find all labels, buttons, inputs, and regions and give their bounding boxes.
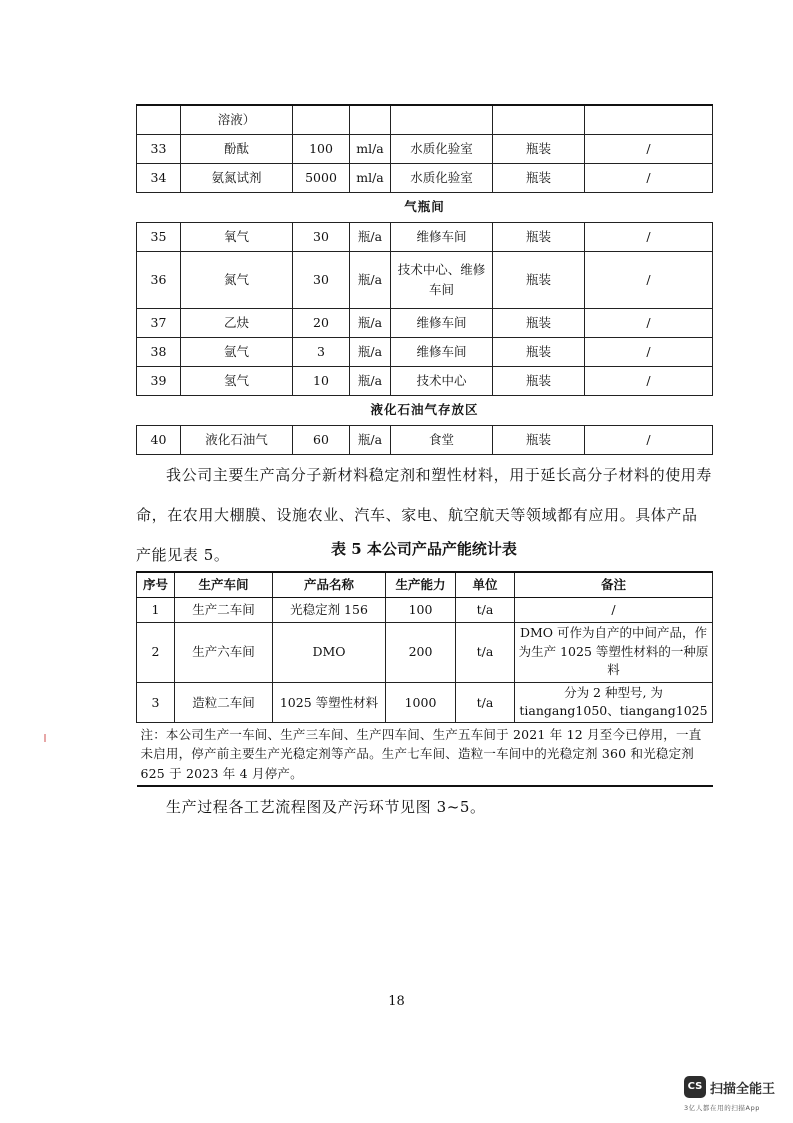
table-row: 1 生产二车间 光稳定剂 156 100 t/a / — [137, 597, 713, 622]
body-paragraph: 我公司主要生产高分子新材料稳定剂和塑性材料，用于延长高分子材料的使用寿命，在农用大棚膜、设施农业、汽车、家电、航空航天等领域都有应用。具体产品产能见表 5。 — [136, 466, 713, 564]
col-header-product: 产品名称 — [273, 572, 386, 597]
col-header-remark: 备注 — [515, 572, 713, 597]
table-row: 39 氢气 10 瓶/a 技术中心 瓶装 / — [137, 366, 713, 395]
table-caption: 表 5 本公司产品产能统计表 — [331, 540, 517, 558]
table-note-row — [137, 723, 713, 787]
camscanner-logo: CS — [684, 1076, 706, 1098]
table-row: 38 氩气 3 瓶/a 维修车间 瓶装 / — [137, 337, 713, 366]
col-header-workshop: 生产车间 — [175, 572, 273, 597]
section-row — [137, 395, 713, 425]
table-row: 40 液化石油气 60 瓶/a 食堂 瓶装 / — [137, 425, 713, 454]
capacity-table — [136, 571, 713, 787]
chemicals-table — [136, 104, 713, 455]
table-row: 36 氮气 30 瓶/a 技术中心、维修 车间 瓶装 / — [137, 251, 713, 308]
table-row: 35 氧气 30 瓶/a 维修车间 瓶装 / — [137, 222, 713, 251]
table-row: 33 酚酞 100 ml/a 水质化验室 瓶装 / — [137, 134, 713, 163]
table-header-row — [137, 572, 713, 597]
watermark-tagline: 3亿人都在用的扫描App — [684, 1104, 761, 1112]
table-row: 34 氨氮试剂 5000 ml/a 水质化验室 瓶装 / — [137, 163, 713, 192]
table-row: 2 生产六车间 DMO 200 t/a DMO 可作为自产的中间产品，作为生产 1025 等塑性材料的一种原料 — [137, 622, 713, 682]
section-title-lpg: 液化石油气存放区 — [137, 395, 713, 425]
scanner-watermark — [684, 1076, 788, 1116]
table-note: 注：本公司生产一车间、生产三车间、生产四车间、生产五车间于 2021 年 12 月至今已停用，一直未启用，停产前主要生产光稳定剂等产品。生产七车间、造粒一车间中的光稳定剂 360 和光稳定剂 625 于 2023 年 4 月停产。 — [137, 723, 713, 787]
table-row — [137, 105, 713, 134]
scan-mark — [44, 734, 46, 742]
section-row — [137, 192, 713, 222]
material-name: 溶液） — [181, 105, 293, 134]
watermark-name: 扫描全能王 — [710, 1082, 776, 1097]
section-title-gas: 气瓶间 — [137, 192, 713, 222]
location-cell: 技术中心、维修 车间 — [391, 251, 493, 308]
table-row: 3 造粒二车间 1025 等塑性材料 1000 t/a 分为 2 种型号, 为 tiangang1050、tiangang1025 — [137, 682, 713, 723]
col-header-capacity: 生产能力 — [386, 572, 456, 597]
body-paragraph: 生产过程各工艺流程图及产污环节见图 3~5。 — [166, 798, 486, 816]
col-header-unit: 单位 — [456, 572, 515, 597]
table-row: 37 乙炔 20 瓶/a 维修车间 瓶装 / — [137, 308, 713, 337]
col-header-no: 序号 — [137, 572, 175, 597]
page-number: 18 — [388, 994, 405, 1009]
